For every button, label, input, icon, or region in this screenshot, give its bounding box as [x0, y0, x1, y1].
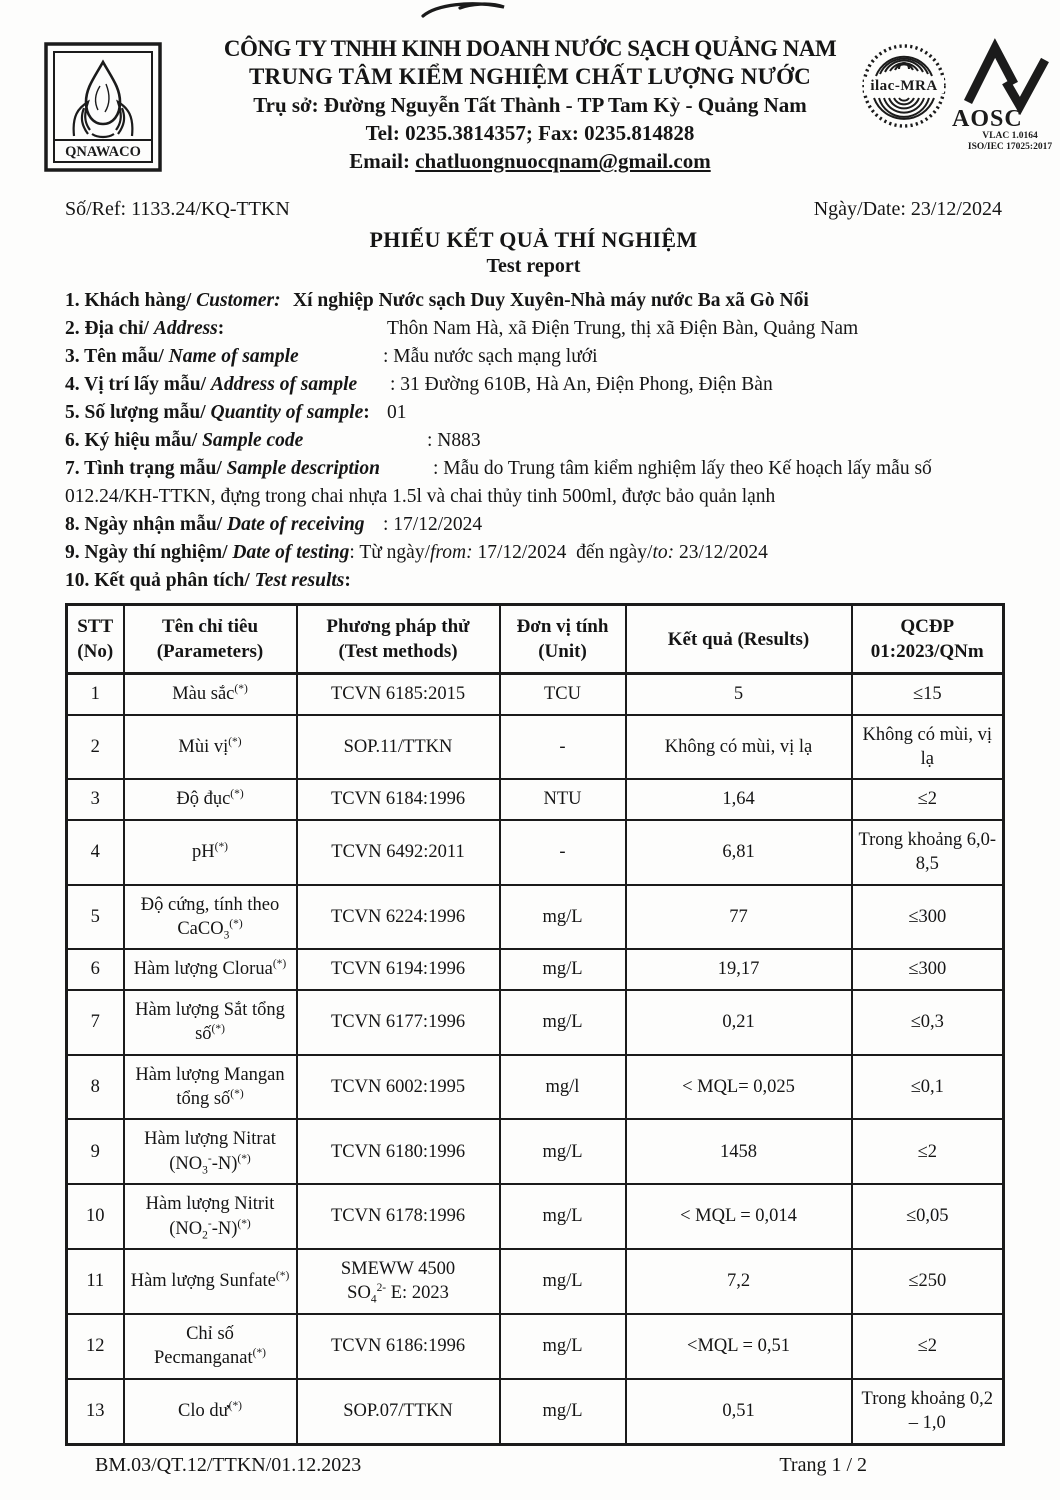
table-row [67, 1249, 1004, 1314]
row-result: 5 [626, 674, 852, 715]
info-value: : N883 [427, 430, 481, 451]
column-header [297, 605, 500, 674]
column-header [500, 605, 626, 674]
row-unit: mg/L [500, 1184, 626, 1249]
row-no: 12 [67, 1314, 124, 1379]
column-header-line1: Kết quả (Results) [667, 628, 810, 650]
row-unit: mg/l [500, 1055, 626, 1120]
row-method: TCVN 6178:1996 [297, 1184, 500, 1249]
column-header [852, 605, 1004, 674]
row-method: TCVN 6492:2011 [297, 820, 500, 885]
row-limit: Trong khoảng 0,2 – 1,0 [852, 1379, 1004, 1444]
row-method: TCVN 6180:1996 [297, 1119, 500, 1184]
row-parameter: Hàm lượng Clorua(*) [124, 949, 297, 989]
row-result: < MQL= 0,025 [626, 1055, 852, 1120]
row-no: 13 [67, 1379, 124, 1444]
row-no: 7 [67, 990, 124, 1055]
row-result: 0,21 [626, 990, 852, 1055]
info-value: Thôn Nam Hà, xã Điện Trung, thị xã Điện Bàn, Quảng Nam [387, 318, 859, 339]
qnawaco-logo-icon [44, 42, 162, 172]
info-label: 2. Địa chỉ/ Address: [65, 318, 225, 339]
info-label: 8. Ngày nhận mẫu/ Date of receiving [65, 514, 365, 535]
row-method: SMEWW 4500 $SO_4^{2-}$ E: 2023 [297, 1249, 500, 1314]
info-label: 9. Ngày thí nghiệm/ Date of testing [65, 542, 350, 563]
sample-info-list [65, 287, 1002, 595]
qnawaco-logo [44, 42, 162, 177]
info-line [65, 371, 1002, 399]
info-label: 7. Tình trạng mẫu/ Sample description [65, 458, 380, 479]
page-number: Trang 1 / 2 [779, 1453, 867, 1476]
row-parameter: Hàm lượng Sunfate(*) [124, 1249, 297, 1314]
row-result: 6,81 [626, 820, 852, 885]
row-limit: ≤250 [852, 1249, 1004, 1314]
row-result: 1458 [626, 1119, 852, 1184]
row-method: TCVN 6002:1995 [297, 1055, 500, 1120]
results-table [65, 603, 1005, 1446]
info-value: 01 [387, 402, 407, 423]
info-value: : Từ ngày/from: 17/12/2024 đến ngày/to: 23/12/2024 [349, 542, 768, 563]
row-limit: ≤2 [852, 779, 1004, 819]
row-no: 3 [67, 779, 124, 819]
row-limit: ≤300 [852, 885, 1004, 950]
row-method: TCVN 6177:1996 [297, 990, 500, 1055]
row-result: 7,2 [626, 1249, 852, 1314]
table-row [67, 820, 1004, 885]
letterhead [0, 0, 1060, 178]
row-unit: mg/L [500, 949, 626, 989]
row-no: 5 [67, 885, 124, 950]
email-label: Email: [349, 149, 416, 173]
table-row [67, 885, 1004, 950]
info-label: 3. Tên mẫu/ Name of sample [65, 346, 299, 367]
column-header-line2: 01:2023/QNm [870, 641, 984, 663]
row-method: TCVN 6185:2015 [297, 674, 500, 715]
row-unit: mg/L [500, 1119, 626, 1184]
company-name: CÔNG TY TNHH KINH DOANH NƯỚC SẠCH QUẢNG NAM [223, 36, 837, 61]
row-limit: ≤2 [852, 1314, 1004, 1379]
row-result: Không có mùi, vị lạ [626, 715, 852, 780]
table-row [67, 1055, 1004, 1120]
company-email-line [190, 149, 870, 174]
row-no: 1 [67, 674, 124, 715]
row-result: 77 [626, 885, 852, 950]
info-value: Xí nghiệp Nước sạch Duy Xuyên-Nhà máy nước Ba xã Gò Nổi [293, 290, 809, 311]
info-value: : Mẫu nước sạch mạng lưới [383, 346, 598, 367]
row-no: 9 [67, 1119, 124, 1184]
row-parameter: Màu sắc(*) [124, 674, 297, 715]
info-label: 10. Kết quả phân tích/ Test results: [65, 570, 351, 591]
doc-date: Ngày/Date: 23/12/2024 [813, 198, 1002, 220]
row-method: SOP.07/TTKN [297, 1379, 500, 1444]
row-parameter: Hàm lượng Nitrit $(NO_2^--N)^{(*)}$ [124, 1184, 297, 1249]
row-method: TCVN 6184:1996 [297, 779, 500, 819]
column-header-line1: Phương pháp thử [326, 616, 470, 637]
column-header-line1: QCĐP [900, 616, 955, 637]
ilac-mra-logo-text: ilac-MRA [870, 78, 938, 94]
aosc-vlac-text: VLAC 1.0164 [982, 131, 1038, 141]
center-name: TRUNG TÂM KIỂM NGHIỆM CHẤT LƯỢNG NƯỚC [249, 64, 811, 89]
column-header-line1: Tên chỉ tiêu [161, 616, 259, 637]
ref-date-row [65, 198, 1002, 221]
column-header-line1: Đơn vị tính [516, 616, 609, 637]
ilac-mra-logo [862, 40, 946, 141]
row-result: 0,51 [626, 1379, 852, 1444]
info-line [65, 287, 1002, 315]
row-limit: ≤0,3 [852, 990, 1004, 1055]
info-label: 5. Số lượng mẫu/ Quantity of sample: [65, 402, 370, 423]
row-unit: mg/L [500, 990, 626, 1055]
company-address: Trụ sở: Đường Nguyễn Tất Thành - TP Tam Kỳ - Quảng Nam [253, 93, 807, 117]
info-line [65, 427, 1002, 455]
row-parameter: Hàm lượng Nitrat $(NO_3^--N)^{(*)}$ [124, 1119, 297, 1184]
info-line [65, 399, 1002, 427]
row-method: TCVN 6186:1996 [297, 1314, 500, 1379]
column-header-line2: (Parameters) [156, 641, 264, 663]
row-limit: ≤300 [852, 949, 1004, 989]
row-limit: ≤0,05 [852, 1184, 1004, 1249]
info-label: 1. Khách hàng/ Customer: [65, 290, 281, 311]
column-header [626, 605, 852, 674]
info-value: : Mẫu do Trung tâm kiểm nghiệm lấy theo Kế hoạch lấy mẫu số 012.24/KH-TTKN, đựng trong chai nhựa 1.5l và chai thủy tinh 500ml, được bảo quản lạnh [65, 458, 932, 507]
column-header-line1: STT [77, 616, 114, 637]
row-result: 1,64 [626, 779, 852, 819]
row-result: <MQL = 0,51 [626, 1314, 852, 1379]
row-method: SOP.11/TTKN [297, 715, 500, 780]
row-unit: - [500, 820, 626, 885]
row-parameter: Hàm lượng Mangan tổng số(*) [124, 1055, 297, 1120]
column-header-line2: (No) [77, 641, 114, 663]
row-result: < MQL = 0,014 [626, 1184, 852, 1249]
page-title: PHIẾU KẾT QUẢ THÍ NGHIỆM [369, 227, 698, 252]
document-body [0, 198, 1060, 1477]
table-row [67, 1314, 1004, 1379]
row-no: 8 [67, 1055, 124, 1120]
row-parameter: Mùi vị(*) [124, 715, 297, 780]
row-parameter: Độ đục(*) [124, 779, 297, 819]
row-parameter: Clo dư(*) [124, 1379, 297, 1444]
table-row [67, 1119, 1004, 1184]
table-row [67, 779, 1004, 819]
row-unit: mg/L [500, 885, 626, 950]
row-no: 10 [67, 1184, 124, 1249]
table-row [67, 949, 1004, 989]
table-row [67, 990, 1004, 1055]
row-method: TCVN 6194:1996 [297, 949, 500, 989]
info-label: 6. Ký hiệu mẫu/ Sample code [65, 430, 304, 451]
row-unit: mg/L [500, 1249, 626, 1314]
row-no: 4 [67, 820, 124, 885]
row-method: TCVN 6224:1996 [297, 885, 500, 950]
aosc-logo [950, 36, 1056, 157]
info-line [65, 455, 1002, 511]
aosc-logo-icon [950, 36, 1056, 152]
info-line [65, 315, 1002, 343]
table-row [67, 674, 1004, 715]
results-table-body [67, 674, 1004, 1444]
qnawaco-logo-text: QNAWACO [65, 144, 141, 160]
company-telfax: Tel: 0235.3814357; Fax: 0235.814828 [365, 121, 695, 145]
row-limit: ≤15 [852, 674, 1004, 715]
form-code: BM.03/QT.12/TTKN/01.12.2023 [95, 1453, 362, 1476]
column-header-line2: (Unit) [538, 641, 587, 663]
table-row [67, 1379, 1004, 1444]
row-no: 2 [67, 715, 124, 780]
row-parameter: Hàm lượng Sắt tổng số(*) [124, 990, 297, 1055]
row-no: 6 [67, 949, 124, 989]
row-result: 19,17 [626, 949, 852, 989]
ref-number: Số/Ref: 1133.24/KQ-TTKN [65, 198, 290, 220]
row-parameter: pH(*) [124, 820, 297, 885]
row-parameter: Chỉ số Pecmanganat(*) [124, 1314, 297, 1379]
row-limit: Trong khoảng 6,0-8,5 [852, 820, 1004, 885]
row-unit: mg/L [500, 1314, 626, 1379]
row-limit: Không có mùi, vị lạ [852, 715, 1004, 780]
info-value: : 31 Đường 610B, Hà An, Điện Phong, Điện Bàn [390, 374, 773, 395]
row-unit: - [500, 715, 626, 780]
row-no: 11 [67, 1249, 124, 1314]
table-row [67, 1184, 1004, 1249]
aosc-logo-text: AOSC [952, 106, 1023, 132]
page-subtitle: Test report [486, 255, 581, 277]
info-line [65, 567, 1002, 595]
row-unit: TCU [500, 674, 626, 715]
row-parameter: Độ cứng, tính theo CaCO$_3$(*) [124, 885, 297, 950]
info-line [65, 539, 1002, 567]
row-unit: NTU [500, 779, 626, 819]
column-header [124, 605, 297, 674]
info-line [65, 343, 1002, 371]
results-table-header [67, 605, 1004, 674]
row-limit: ≤0,1 [852, 1055, 1004, 1120]
column-header [67, 605, 124, 674]
info-line [65, 511, 1002, 539]
row-unit: mg/L [500, 1379, 626, 1444]
ilac-mra-logo-icon [862, 40, 946, 136]
info-label: 4. Vị trí lấy mẫu/ Address of sample [65, 374, 358, 395]
email-link: chatluongnuocqnam@gmail.com [415, 149, 711, 173]
info-value: : 17/12/2024 [383, 514, 483, 535]
letterhead-text [190, 36, 870, 174]
aosc-iso-text: ISO/IEC 17025:2017 [967, 142, 1053, 152]
column-header-line2: (Test methods) [338, 641, 458, 663]
table-row [67, 715, 1004, 780]
page-footer [65, 1454, 1002, 1477]
row-limit: ≤2 [852, 1119, 1004, 1184]
